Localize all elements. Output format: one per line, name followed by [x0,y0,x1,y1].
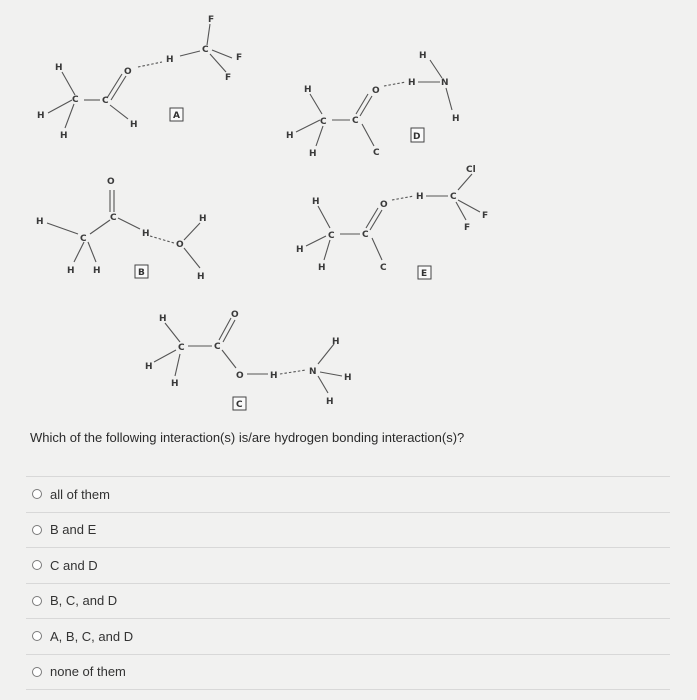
svg-text:H: H [309,149,317,159]
svg-text:D: D [413,132,421,142]
svg-text:H: H [60,131,68,141]
molecule-c [145,310,352,410]
radio-button[interactable] [32,667,42,677]
svg-text:H: H [145,362,153,372]
option-label: B and E [50,522,97,538]
option-label: all of them [50,486,110,502]
svg-text:F: F [482,211,489,221]
svg-text:H: H [452,114,460,124]
svg-text:H: H [270,371,278,381]
radio-button[interactable] [32,489,42,499]
option-b-c-and-d[interactable] [26,584,670,620]
option-label: A, B, C, and D [50,628,134,644]
svg-text:N: N [309,367,317,377]
svg-text:O: O [372,86,380,96]
option-label: B, C, and D [50,593,118,609]
svg-text:H: H [55,63,63,73]
svg-text:Cl: Cl [466,165,476,175]
svg-text:H: H [312,197,320,207]
svg-text:E: E [421,269,428,279]
svg-text:H: H [318,263,326,273]
svg-text:B: B [138,268,145,278]
svg-text:H: H [197,272,205,282]
svg-text:O: O [107,177,115,187]
svg-text:C: C [450,192,457,202]
radio-button[interactable] [32,560,42,570]
svg-text:H: H [416,192,424,202]
svg-text:H: H [304,85,312,95]
option-all-of-them[interactable] [26,476,670,513]
svg-text:H: H [408,78,416,88]
question-text: Which of the following interaction(s) is/are hydrogen bonding interaction(s)? [30,430,465,445]
svg-text:H: H [142,229,150,239]
svg-text:C: C [320,117,327,127]
molecule-a [37,15,242,141]
svg-text:H: H [286,131,294,141]
molecule-e [296,165,488,279]
svg-text:C: C [328,231,335,241]
option-none-of-them[interactable] [26,655,670,691]
svg-text:C: C [110,213,117,223]
svg-text:H: H [332,337,340,347]
radio-button[interactable] [32,631,42,641]
svg-text:H: H [130,120,138,130]
svg-text:H: H [159,314,167,324]
svg-text:H: H [166,55,174,65]
svg-text:C: C [380,263,387,273]
svg-text:F: F [225,73,232,83]
svg-text:H: H [67,266,75,276]
svg-text:H: H [93,266,101,276]
option-label: C and D [50,557,98,573]
svg-text:H: H [36,217,44,227]
option-c-and-d[interactable] [26,548,670,584]
svg-text:F: F [208,15,215,25]
svg-text:F: F [464,223,471,233]
svg-text:C: C [352,116,359,126]
svg-text:H: H [296,245,304,255]
svg-text:C: C [202,45,209,55]
svg-text:F: F [236,53,243,63]
svg-text:C: C [236,400,243,410]
svg-text:N: N [441,78,449,88]
svg-text:C: C [72,95,79,105]
svg-text:H: H [326,397,334,407]
svg-text:C: C [362,230,369,240]
svg-text:H: H [199,214,207,224]
molecule-d [286,51,460,159]
svg-text:H: H [344,373,352,383]
option-b-and-e[interactable] [26,513,670,549]
svg-text:C: C [80,234,87,244]
svg-text:O: O [380,200,388,210]
molecule-b [36,177,207,282]
radio-button[interactable] [32,596,42,606]
svg-text:C: C [178,343,185,353]
answer-options [26,476,670,690]
svg-text:A: A [173,111,180,121]
svg-text:H: H [37,111,45,121]
svg-text:O: O [236,371,244,381]
svg-text:O: O [231,310,239,320]
svg-text:O: O [176,240,184,250]
svg-text:O: O [124,67,132,77]
svg-text:H: H [171,379,179,389]
option-label: none of them [50,664,126,680]
svg-text:H: H [419,51,427,61]
svg-text:C: C [102,96,109,106]
svg-text:C: C [214,342,221,352]
svg-text:C: C [373,148,380,158]
radio-button[interactable] [32,525,42,535]
option-a-b-c-and-d[interactable] [26,619,670,655]
